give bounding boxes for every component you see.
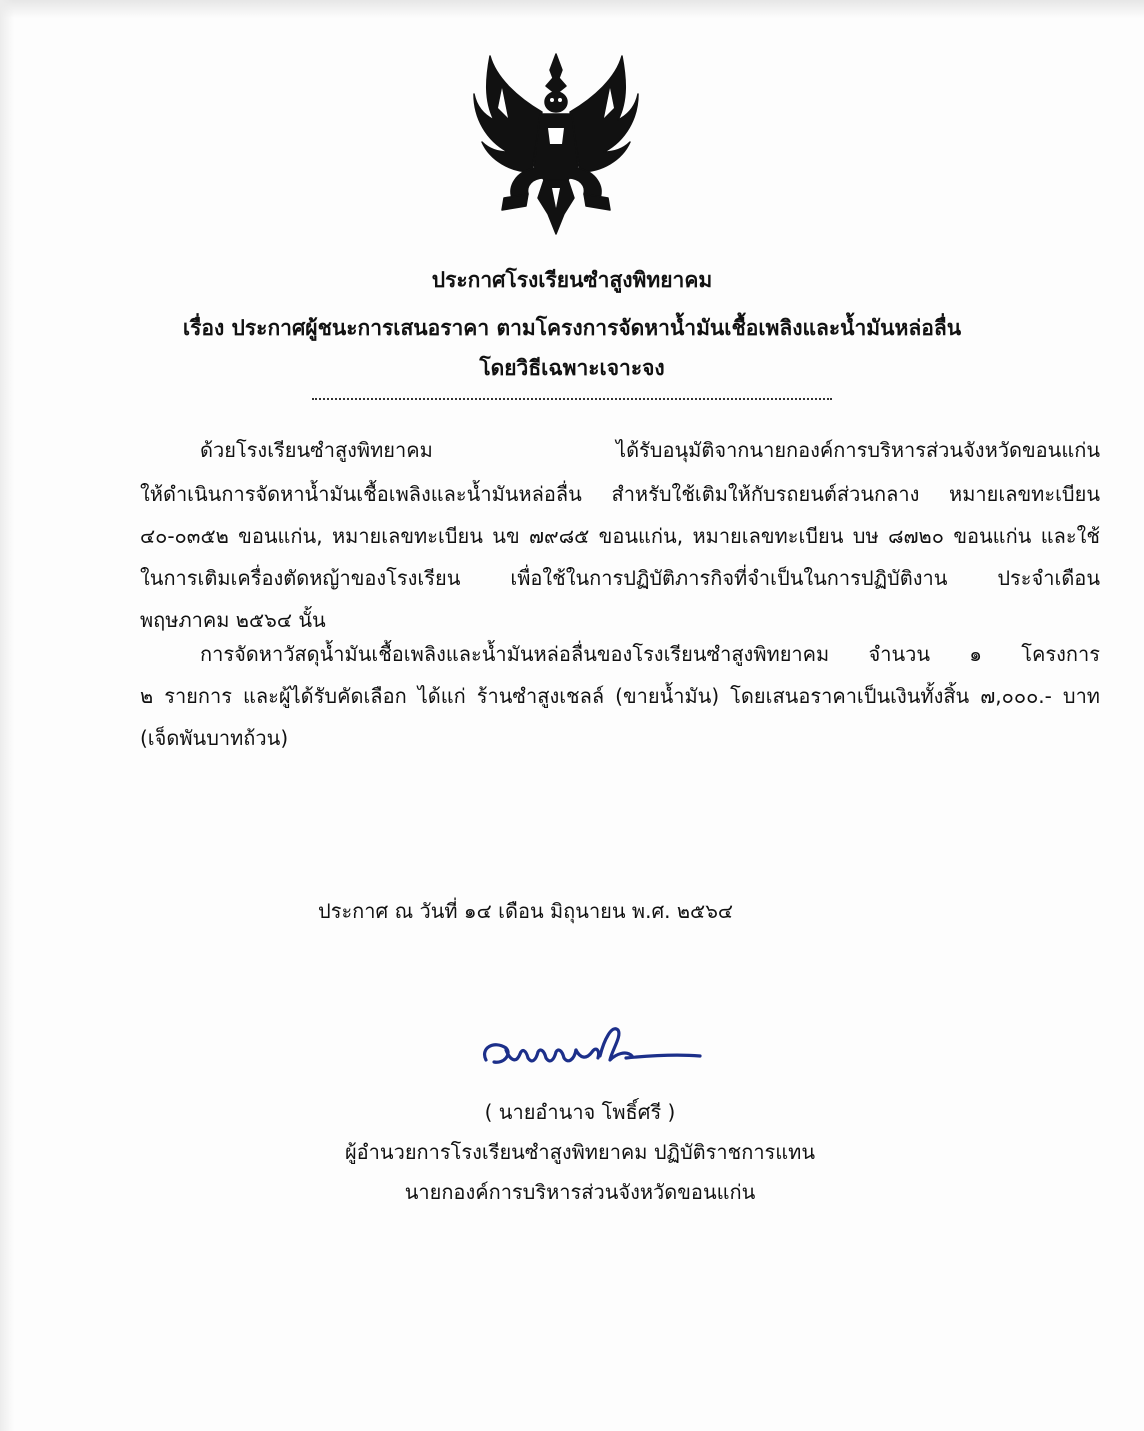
scan-edge-top — [0, 0, 1144, 18]
para1-line-4: ในการเติมเครื่องตัดหญ้าของโรงเรียน เพื่อใช้ในการปฏิบัติภารกิจที่จำเป็นในการปฏิบัติงาน ประจำเดือน — [140, 566, 1100, 590]
document-title: ประกาศโรงเรียนซำสูงพิทยาคม — [431, 268, 713, 292]
para1-line-2: ให้ดำเนินการจัดหาน้ำมันเชื้อเพลิงและน้ำมันหล่อลื่น สำหรับใช้เติมให้กับรถยนต์ส่วนกลาง หมายเลขทะเบียน — [140, 482, 1100, 506]
para2-line-1: การจัดหาวัสดุน้ำมันเชื้อเพลิงและน้ำมันหล่อลื่นของโรงเรียนซำสูงพิทยาคม จำนวน ๑ โครงการ — [200, 642, 1100, 666]
signatory-authority: นายกองค์การบริหารส่วนจังหวัดขอนแก่น — [404, 1180, 756, 1204]
garuda-emblem-icon — [468, 48, 644, 238]
para2-line-2: ๒ รายการ และผู้ได้รับคัดเลือก ได้แก่ ร้านซำสูงเชลล์ (ขายน้ำมัน) โดยเสนอราคาเป็นเงินทั้งสิ้น ๗,๐๐๐.- บาท — [140, 684, 1100, 708]
signature-image — [476, 1020, 706, 1080]
para1-line-3: ๔๐-๐๓๕๒ ขอนแก่น, หมายเลขทะเบียน นข ๗๙๘๕ ขอนแก่น, หมายเลขทะเบียน บษ ๘๗๒๐ ขอนแก่น และใช้ — [140, 524, 1100, 548]
para1-line-1: ด้วยโรงเรียนซำสูงพิทยาคม ได้รับอนุมัติจากนายกองค์การบริหารส่วนจังหวัดขอนแก่น — [200, 438, 1100, 462]
para1-line-5: พฤษภาคม ๒๕๖๔ นั้น — [140, 608, 326, 632]
scan-edge-left — [0, 0, 14, 1431]
para2-line-3: (เจ็ดพันบาทถ้วน) — [140, 726, 289, 750]
document-subject: เรื่อง ประกาศผู้ชนะการเสนอราคา ตามโครงการจัดหาน้ำมันเชื้อเพลิงและน้ำมันหล่อลื่น — [182, 316, 962, 340]
announcement-date: ประกาศ ณ วันที่ ๑๔ เดือน มิถุนายน พ.ศ. ๒๕๖๔ — [318, 899, 734, 923]
signatory-name: ( นายอำนาจ โพธิ์ศรี ) — [484, 1100, 676, 1124]
separator-dotted-line — [312, 398, 832, 400]
signatory-position: ผู้อำนวยการโรงเรียนซำสูงพิทยาคม ปฏิบัติราชการแทน — [344, 1140, 816, 1164]
procurement-method: โดยวิธีเฉพาะเจาะจง — [479, 356, 665, 380]
